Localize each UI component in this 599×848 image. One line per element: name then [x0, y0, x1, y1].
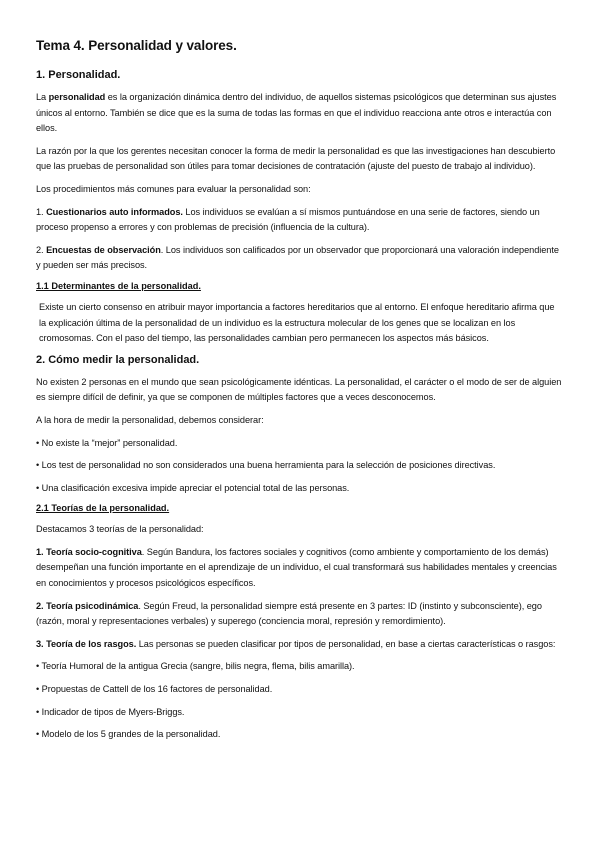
bullet-item: • Propuestas de Cattell de los 16 factores de personalidad.	[36, 684, 273, 695]
bullet-item: • Teoría Humoral de la antigua Grecia (sangre, bilis negra, flema, bilis amarilla).	[36, 661, 355, 672]
bold-term: 3. Teoría de los rasgos.	[36, 638, 137, 649]
bold-term: 2. Teoría psicodinámica	[36, 600, 139, 611]
subsection-heading-determinantes: 1.1 Determinantes de la personalidad.	[36, 280, 201, 291]
bullet-item: • Modelo de los 5 grandes de la personalidad.	[36, 729, 221, 740]
list-item-encuestas	[36, 243, 563, 274]
text-fragment: . Según Freud, la personalidad siempre está presente en 3 partes: ID (instinto y subconsciente), ego (razón, moral y representaciones verbales) y superego (conciencia moral, represión y remordimiento).	[36, 600, 542, 627]
item-number: 1.	[36, 206, 47, 217]
paragraph-considerar: A la hora de medir la personalidad, debemos considerar:	[36, 414, 264, 425]
paragraph-procedimientos: Los procedimientos más comunes para evaluar la personalidad son:	[36, 183, 311, 194]
text-fragment: . Según Bandura, los factores sociales y cognitivos (como ambiente y comportamiento de los demás) desempeñan una función importante en el aprendizaje de un individuo, el cual transformará sus habilidades mentales y creencias en conocimientos y procesos psicológicos específicos.	[36, 546, 557, 589]
text-fragment: . Los individuos son calificados por un observador que proporcionará una valoración independiente y pueden ser más precisos.	[36, 244, 559, 271]
section-heading-personalidad: 1. Personalidad.	[36, 69, 121, 81]
text-fragment: La	[36, 92, 49, 102]
bullet-item: • Los test de personalidad no son considerados una buena herramienta para la selección de posiciones directivas.	[36, 460, 496, 471]
text-fragment: es la organización dinámica dentro del individuo, de aquellos sistemas psicológicos que determinan sus ajustes únicos al entorno. También se dice que es la suma de todas las formas en que el individuo reacciona ante otros e interactúa con ellos.	[36, 92, 557, 134]
text-fragment: Los individuos se evalúan a sí mismos puntuándose en una serie de factores, siendo un proceso propenso a errores y con problemas de precisión (influencia de la cultura).	[36, 206, 540, 233]
bullet-item: • Una clasificación excesiva impide apreciar el potencial total de las personas.	[36, 482, 350, 493]
paragraph-determinantes: Existe un cierto consenso en atribuir mayor importancia a factores hereditarios que al entorno. El enfoque hereditario afirma que la explicación última de la personalidad de un individuo es la estructura molecular de los genes que se localizan en los cromosomas. Con el paso del tiempo, las personalidades cambian pero permanecen los aspectos más básicos.	[39, 301, 555, 344]
bold-term: personalidad	[48, 92, 106, 102]
bullet-item: • Indicador de tipos de Myers-Briggs.	[36, 706, 185, 717]
item-number: 2.	[36, 244, 47, 255]
bullet-item: • No existe la “mejor” personalidad.	[36, 437, 178, 448]
text-fragment: Las personas se pueden clasificar por tipos de personalidad, en base a ciertas características o rasgos:	[136, 638, 556, 649]
bold-term: Encuestas de observación	[46, 244, 161, 255]
paragraph-no-existen: No existen 2 personas en el mundo que sean psicológicamente idénticas. La personalidad, el carácter o el modo de ser de alguien es siempre difícil de definir, ya que se componen de múltiples factores que a veces desconocemos.	[36, 376, 562, 403]
subsection-heading-teorias: 2.1 Teorías de la personalidad.	[36, 503, 170, 514]
theory-item-rasgos	[36, 637, 563, 653]
bold-term: Cuestionarios auto informados.	[46, 206, 183, 217]
list-item-cuestionarios	[36, 205, 563, 236]
theory-item-psicodinamica	[36, 599, 563, 630]
paragraph-destacamos: Destacamos 3 teorías de la personalidad:	[36, 524, 204, 535]
paragraph-definicion	[36, 90, 563, 137]
section-heading-medir: 2. Cómo medir la personalidad.	[36, 353, 200, 366]
theory-item-socio-cognitiva	[36, 545, 563, 592]
paragraph-razon: La razón por la que los gerentes necesitan conocer la forma de medir la personalidad es que las investigaciones han descubierto que las pruebas de personalidad son útiles para tomar decisiones de contratación (ajuste del puesto de trabajo al individuo).	[36, 145, 556, 172]
document-title: Tema 4. Personalidad y valores.	[36, 38, 237, 53]
bold-term: 1. Teoría socio-cognitiva	[36, 546, 142, 557]
